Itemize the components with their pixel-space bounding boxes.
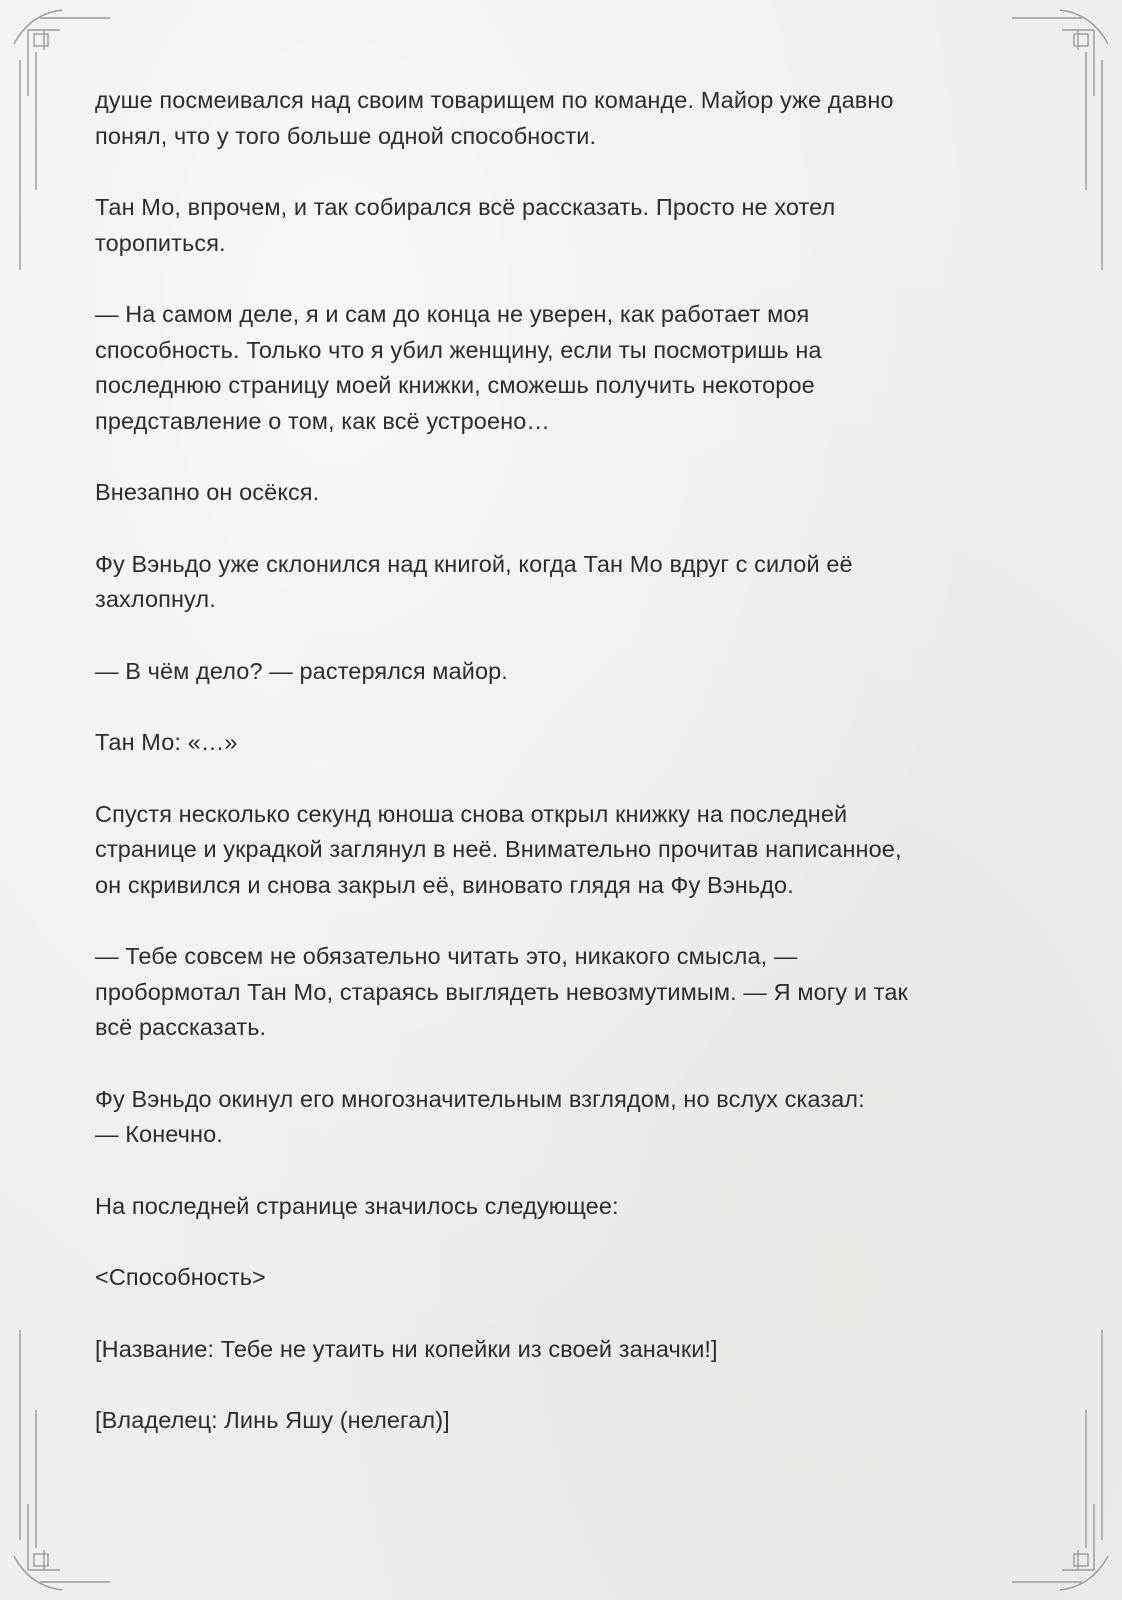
text-line: понял, что у того больше одной способности. xyxy=(95,122,597,149)
text-line: он скривился и снова закрыл её, виновато глядя на Фу Вэньдо. xyxy=(95,871,794,898)
paragraph xyxy=(95,475,1025,511)
paragraph xyxy=(95,297,1025,439)
text-line: Внезапно он осёкся. xyxy=(95,479,320,505)
text-line: — На самом деле, я и сам до конца не уверен, как работает моя xyxy=(95,301,810,327)
text-line: представление о том, как всё устроено… xyxy=(95,407,550,434)
text-line: — Тебе совсем не обязательно читать это, никакого смысла, — xyxy=(95,943,798,969)
text-line: — Конечно. xyxy=(95,1121,223,1147)
paragraph xyxy=(95,547,1025,618)
text-line: торопиться. xyxy=(95,229,226,256)
text-line: Фу Вэньдо уже склонился над книгой, когда Тан Мо вдруг с силой её xyxy=(95,550,853,577)
text-line: Тан Мо: «…» xyxy=(95,729,238,755)
paragraph xyxy=(95,654,1025,690)
text-line: последнюю страницу моей книжки, сможешь получить некоторое xyxy=(95,372,815,398)
paragraph xyxy=(95,1332,1025,1368)
text-line: способность. Только что я убил женщину, если ты посмотришь на xyxy=(95,336,822,363)
text-line: пробормотал Тан Мо, стараясь выглядеть невозмутимым. — Я могу и так xyxy=(95,978,908,1005)
text-line: На последней странице значилось следующее: xyxy=(95,1192,619,1219)
text-line: — В чём дело? — растерялся майор. xyxy=(95,657,508,684)
paragraph xyxy=(95,725,1025,761)
text-line: душе посмеивался над своим товарищем по команде. Майор уже давно xyxy=(95,87,894,113)
paragraph xyxy=(95,1260,1025,1296)
frame-corner-bottom-right xyxy=(1012,1330,1108,1590)
text-line: Тан Мо, впрочем, и так собирался всё рассказать. Просто не хотел xyxy=(95,194,836,220)
paragraph xyxy=(95,797,1025,904)
text-line: странице и украдкой заглянул в неё. Внимательно прочитав написанное, xyxy=(95,836,902,862)
paragraph xyxy=(95,83,1025,154)
text-line: всё рассказать. xyxy=(95,1014,267,1040)
paragraph xyxy=(95,1403,1025,1439)
paragraph xyxy=(95,190,1025,261)
text-line: захлопнул. xyxy=(95,586,216,612)
text-line: Спустя несколько секунд юноша снова открыл книжку на последней xyxy=(95,800,848,827)
text-line: <Способность> xyxy=(95,1264,266,1290)
text-line: [Название: Тебе не утаить ни копейки из своей заначки!] xyxy=(95,1335,718,1362)
body-text xyxy=(95,83,1025,1475)
frame-corner-top-right xyxy=(1012,10,1108,270)
paragraph xyxy=(95,1189,1025,1225)
text-line: [Владелец: Линь Яшу (нелегал)] xyxy=(95,1407,450,1433)
text-line: Фу Вэньдо окинул его многозначительным взглядом, но вслух сказал: xyxy=(95,1085,865,1112)
paragraph xyxy=(95,939,1025,1046)
paragraph xyxy=(95,1082,1025,1153)
